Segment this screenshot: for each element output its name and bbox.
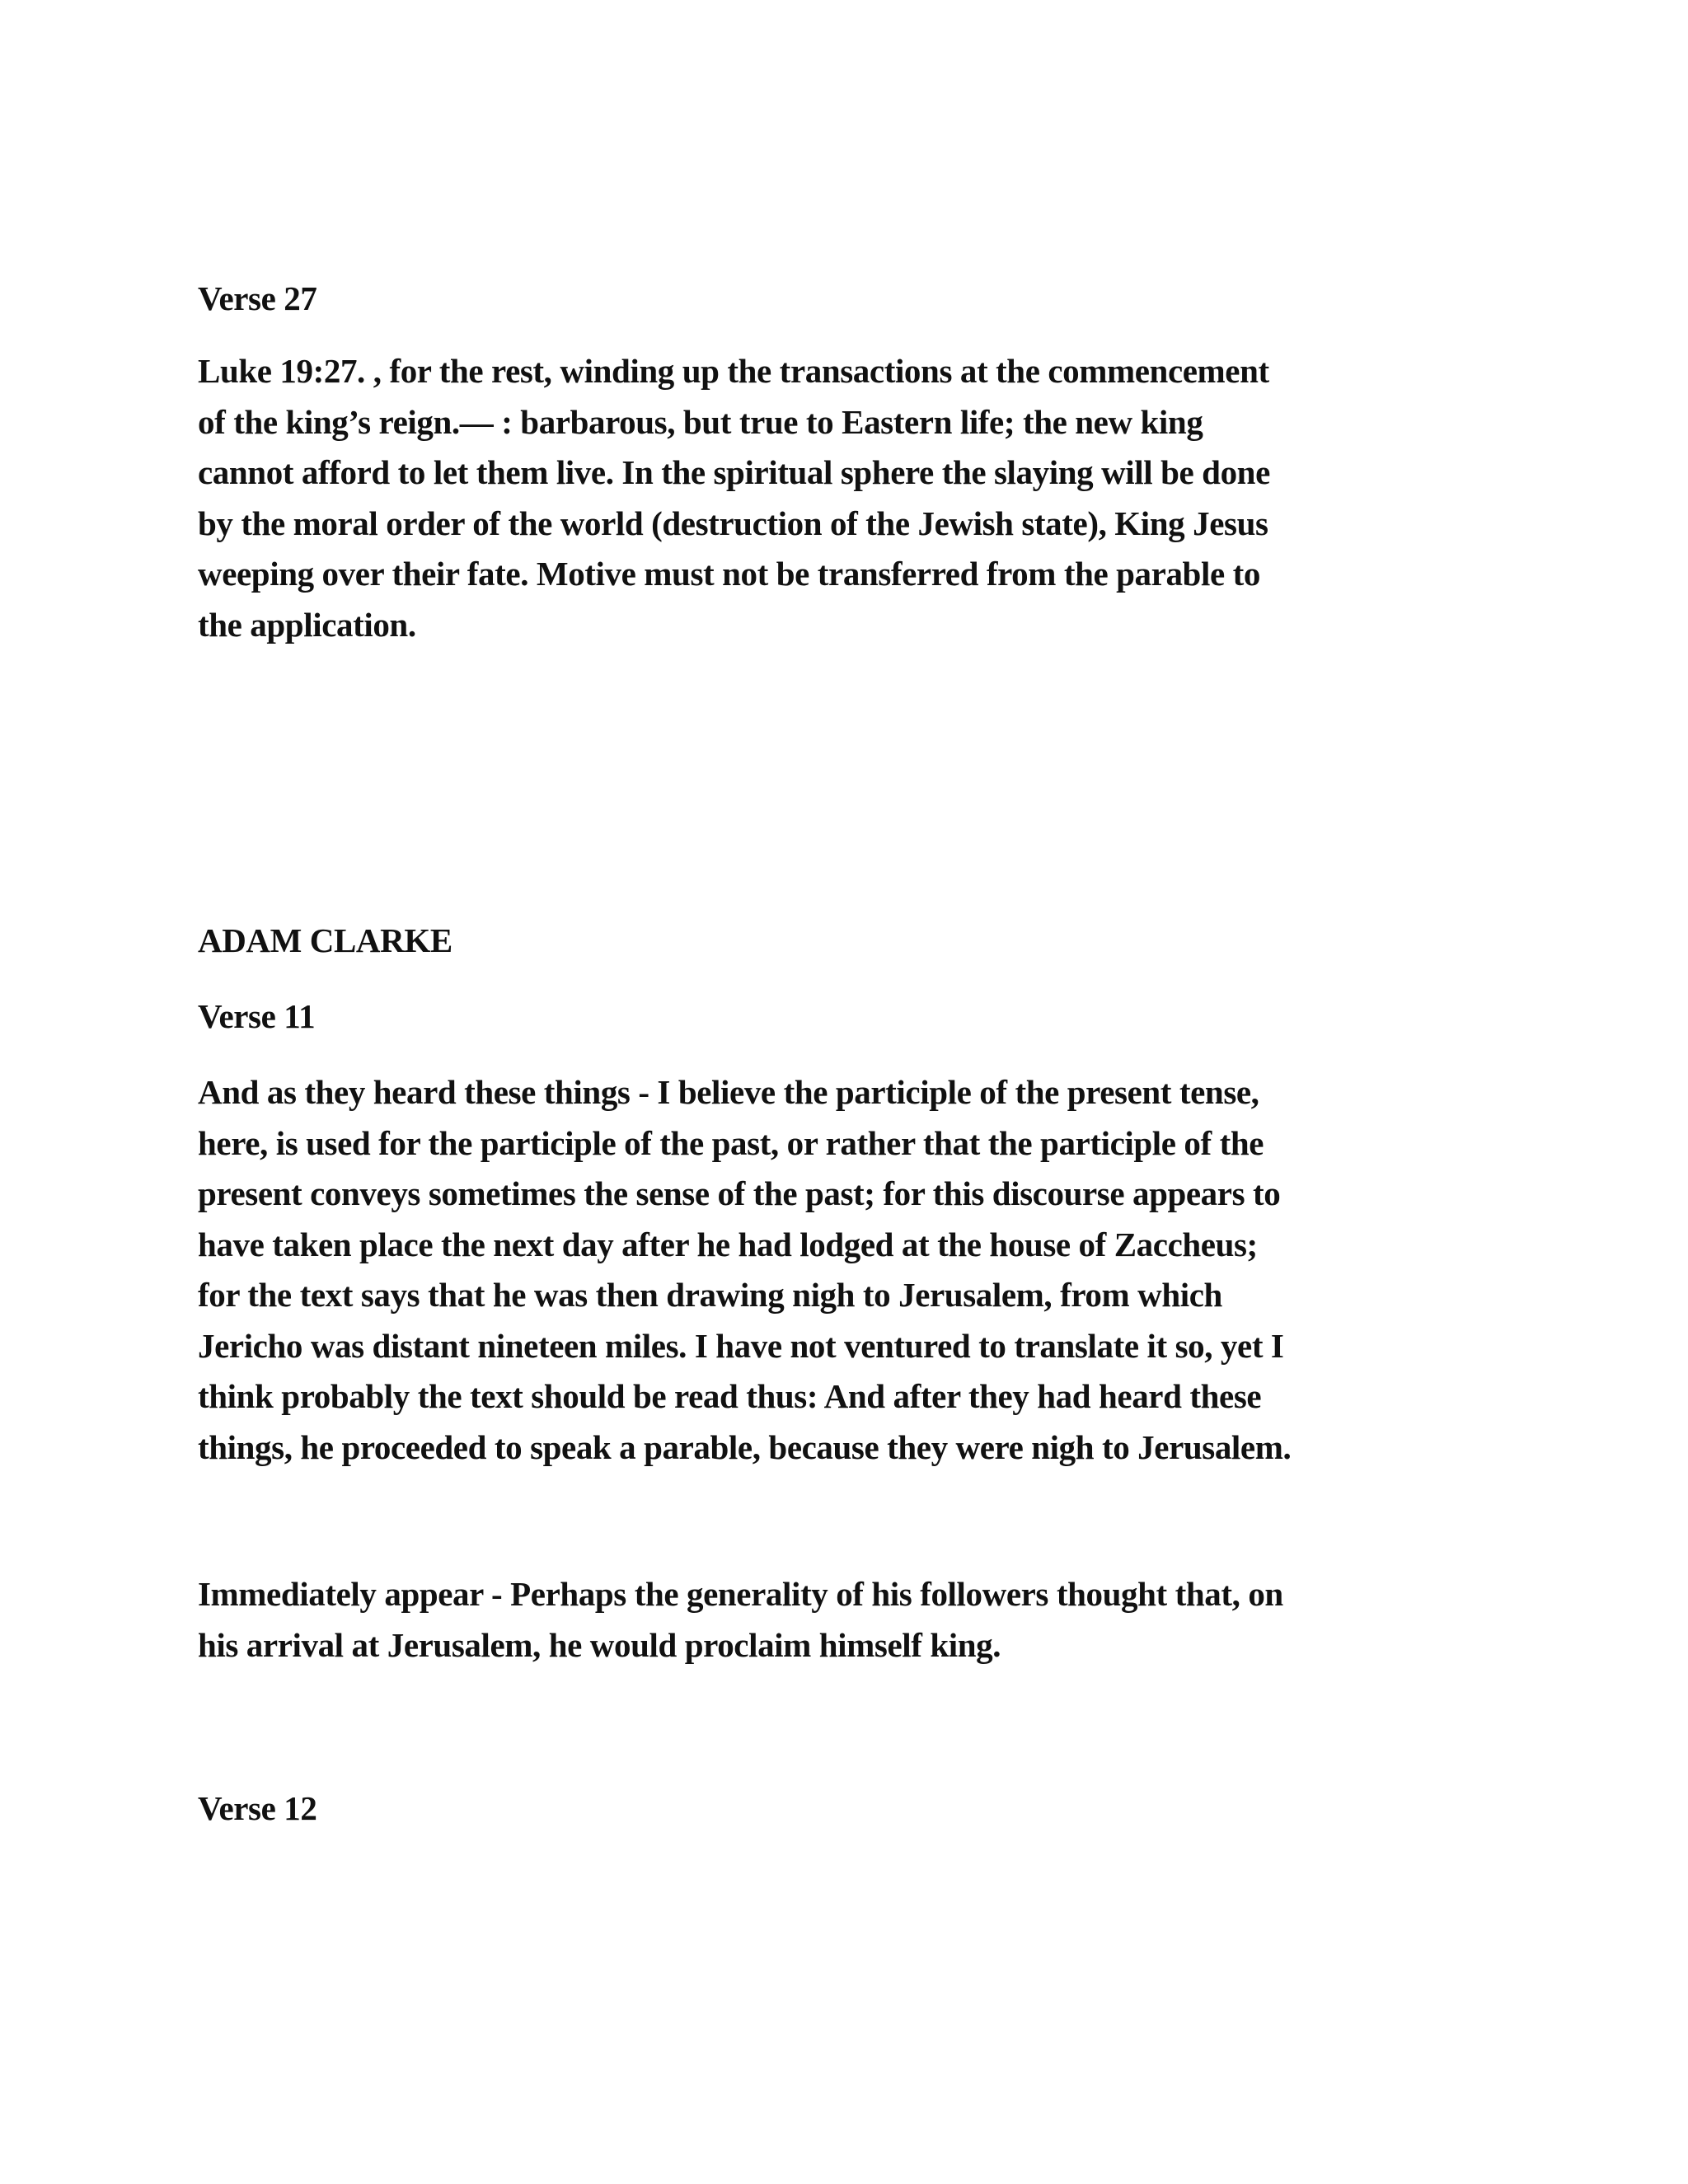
paragraph-line: Immediately appear - Perhaps the generality of his followers thought that, on [198,1575,1283,1613]
immediately-appear-paragraph [198,1569,1484,1671]
paragraph-line: of the king’s reign.— : barbarous, but true to Eastern life; the new king [198,402,1203,441]
paragraph-line: for the text says that he was then drawing nigh to Jerusalem, from which [198,1276,1222,1314]
paragraph-line: Jericho was distant nineteen miles. I have not ventured to translate it so, yet I [198,1326,1284,1365]
paragraph-line: think probably the text should be read thus: And after they had heard these [198,1377,1262,1415]
paragraph-line: cannot afford to let them live. In the spiritual sphere the slaying will be done [198,453,1270,491]
verse-12-heading: Verse 12 [198,1789,317,1827]
author-heading: ADAM CLARKE [198,921,452,959]
paragraph-line: things, he proceeded to speak a parable, because they were nigh to Jerusalem. [198,1427,1292,1466]
paragraph-line: have taken place the next day after he had lodged at the house of Zaccheus; [198,1225,1258,1263]
verse-27-paragraph [198,346,1484,650]
verse-11-paragraph [198,1067,1484,1473]
paragraph-line: present conveys sometimes the sense of the past; for this discourse appears to [198,1174,1281,1212]
paragraph-line: weeping over their fate. Motive must not be transferred from the parable to [198,555,1260,593]
verse-27-heading: Verse 27 [198,279,317,317]
paragraph-line: here, is used for the participle of the past, or rather that the participle of the [198,1123,1264,1162]
verse-11-heading: Verse 11 [198,997,316,1035]
paragraph-line: And as they heard these things - I believe the participle of the present tense, [198,1073,1259,1111]
paragraph-line: the application. [198,605,416,644]
paragraph-line: his arrival at Jerusalem, he would proclaim himself king. [198,1625,1001,1664]
paragraph-line: Luke 19:27. , for the rest, winding up the transactions at the commencement [198,352,1269,390]
paragraph-line: by the moral order of the world (destruction of the Jewish state), King Jesus [198,504,1268,542]
